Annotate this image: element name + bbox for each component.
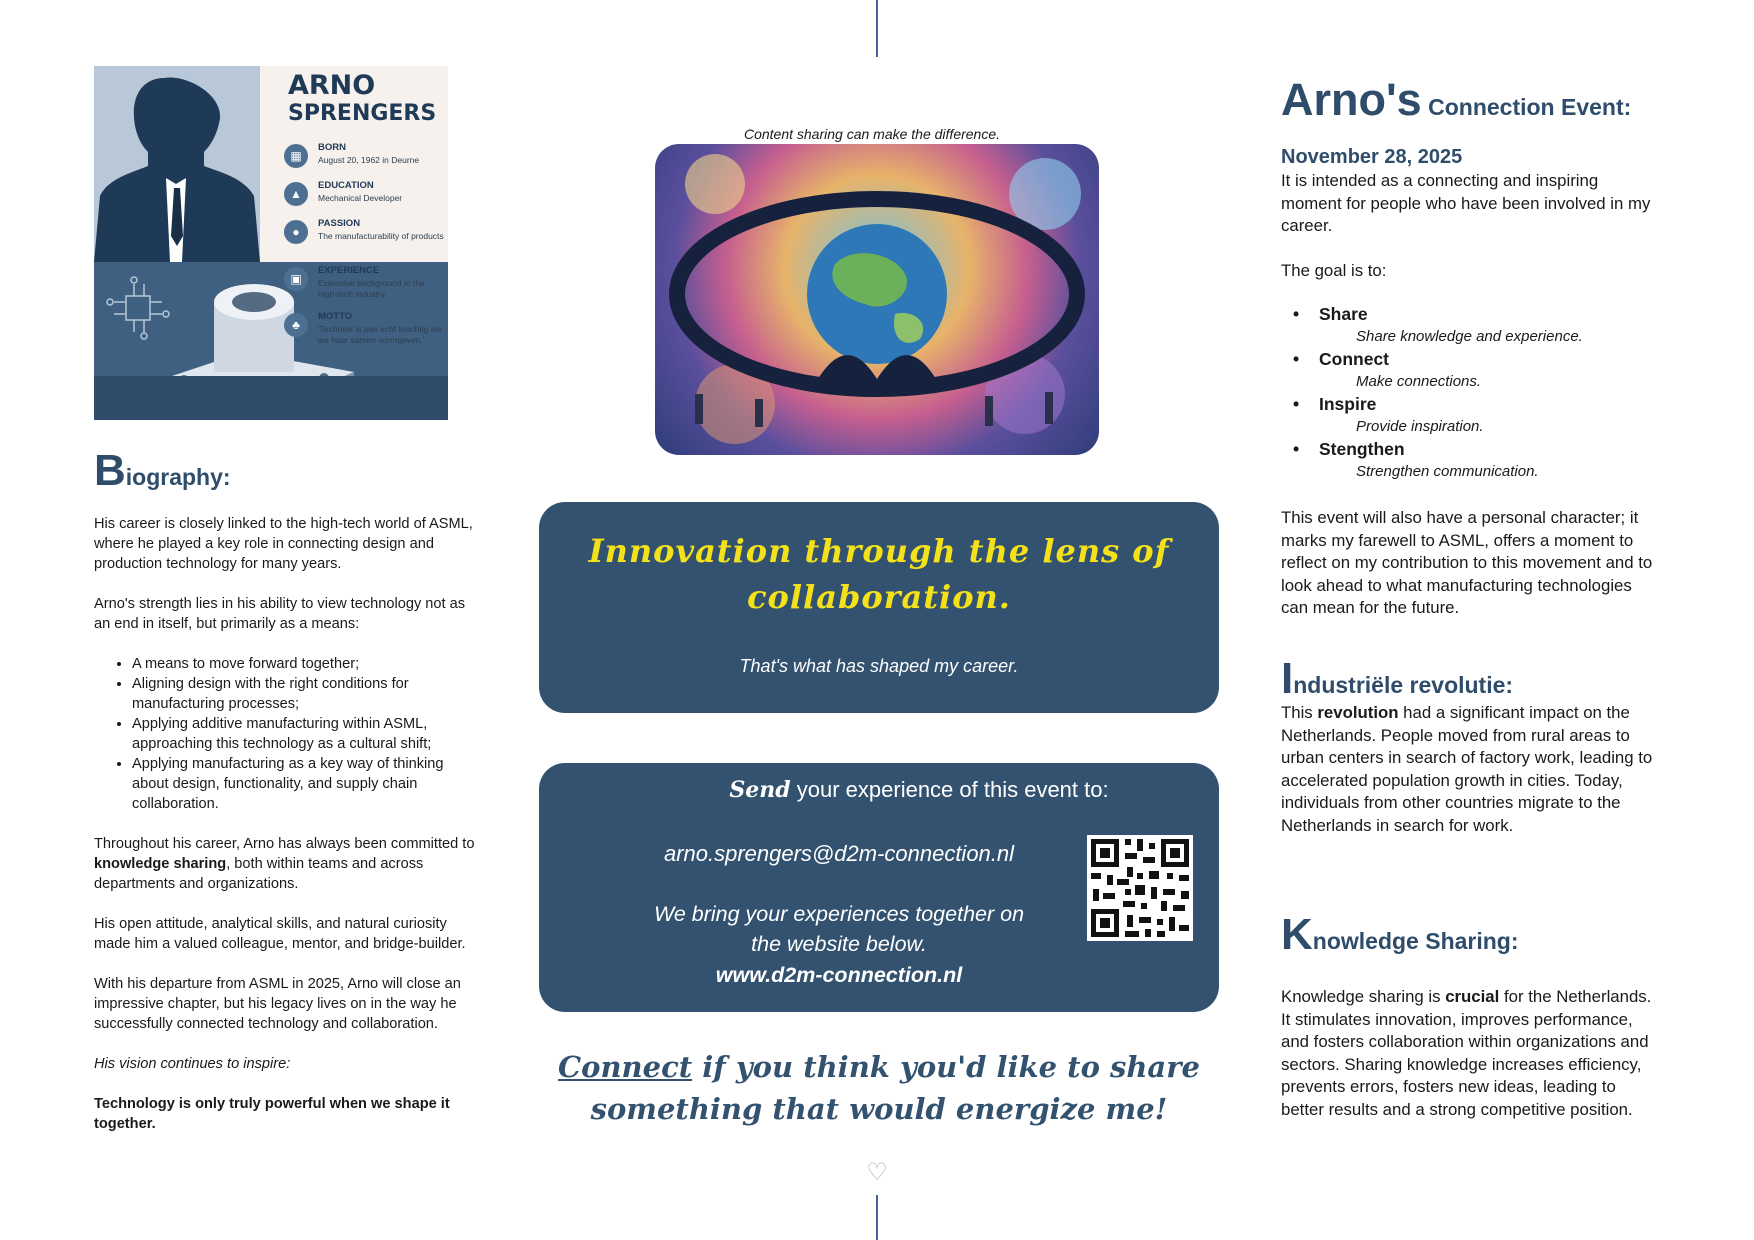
- bio-paragraph-1: His career is closely linked to the high-tech world of ASML, where he played a key role in connecting design and production technology for many years.: [94, 516, 473, 572]
- fold-line-bottom: [876, 1195, 878, 1240]
- revolution-heading: Industriële revolutie:: [1281, 654, 1514, 703]
- event-intro: [1281, 170, 1661, 305]
- website-intro: We bring your experiences together on the website below.: [653, 902, 1025, 956]
- event-date: November 28, 2025: [1281, 146, 1463, 168]
- event-title: Arno's Connection Event:: [1281, 74, 1632, 125]
- biography-text: [94, 514, 476, 1154]
- profile-name: ARNO SPRENGERS: [288, 70, 437, 126]
- fact-education: ▲ EDUCATION Mechanical Developer: [284, 180, 444, 220]
- innovation-title: Innovation through the lens of collaboration.: [588, 532, 1170, 616]
- knowledge-text: Knowledge sharing is crucial for the Netherlands. It stimulates innovation, improves performance, and fosters collaboration within organizations and sectors. Sharing knowledge increases efficiency, prevents errors, fosters new ideas, leading to better results and a strong competitive position.: [1281, 987, 1652, 1119]
- fold-line-top: [876, 0, 878, 57]
- graduation-cap-icon: ▲: [284, 182, 308, 206]
- bio-paragraph-4: His open attitude, analytical skills, and natural curiosity made him a valued colleague, mentor, and bridge-builder.: [94, 916, 466, 952]
- bio-bullet-list: [94, 654, 476, 814]
- bio-paragraph-6: His vision continues to inspire:: [94, 1056, 291, 1072]
- email-link[interactable]: arno.sprengers@d2m-connection.nl: [663, 841, 1015, 866]
- card-footer-band: [94, 376, 448, 420]
- list-item: • Connect Make connections.: [1281, 348, 1661, 393]
- people-icon: ♣: [284, 313, 308, 337]
- goal-intro: The goal is to:: [1281, 261, 1387, 280]
- send-experience-panel: [539, 763, 1219, 1012]
- innovation-subtitle: That's what has shaped my career.: [739, 656, 1019, 676]
- fact-passion: ● PASSION The manufacturability of products: [284, 218, 444, 258]
- list-item: • Applying manufacturing as a key way of thinking about design, functionality, and supply chain collaboration.: [132, 754, 476, 814]
- chip-icon: ▣: [284, 267, 308, 291]
- list-item: • Aligning design with the right conditions for manufacturing processes;: [132, 674, 476, 714]
- send-heading: Send your experience of this event to:: [729, 777, 1109, 803]
- list-item: • Share Share knowledge and experience.: [1281, 303, 1661, 348]
- profile-card: [94, 66, 448, 420]
- fact-born: ▦ BORN August 20, 1962 in Deurne: [284, 142, 444, 182]
- collaboration-artwork: [655, 144, 1099, 455]
- vr-goggles-icon: [655, 144, 1099, 455]
- connect-call-to-action: Connect if you think you'd like to share something that would energize me!: [558, 1050, 1200, 1126]
- website-link[interactable]: www.d2m-connection.nl: [715, 963, 963, 987]
- goal-list: [1281, 303, 1661, 483]
- biography-heading: Biography:: [94, 446, 231, 495]
- calendar-icon: ▦: [284, 144, 308, 168]
- list-item: • Stengthen Strengthen communication.: [1281, 438, 1661, 483]
- qr-code-icon[interactable]: [1087, 835, 1193, 941]
- bio-paragraph-2: Arno's strength lies in his ability to view technology not as an end in itself, but primarily as a means:: [94, 596, 466, 632]
- fact-motto: ♣ MOTTO 'Techniek is pas echt krachtig als we haar samen vormgeven.': [284, 311, 444, 371]
- person-silhouette-icon: [94, 66, 260, 262]
- bio-vision-quote: Technology is only truly powerful when we shape it together.: [94, 1096, 450, 1132]
- list-item: • A means to move forward together;: [132, 654, 476, 674]
- list-item: • Inspire Provide inspiration.: [1281, 393, 1661, 438]
- art-caption: Content sharing can make the difference.: [743, 126, 1001, 142]
- event-intro-text: It is intended as a connecting and inspiring moment for people who have been involved in my career.: [1281, 171, 1651, 235]
- fact-experience: ▣ EXPERIENCE Extensive background in the high-tech industry: [284, 265, 444, 305]
- revolution-text: This revolution had a significant impact on the Netherlands. People moved from rural areas to urban centers in search of factory work, leading to accelerated population growth in cities. Today, individuals from other countries migrate to the Netherlands in search for work.: [1281, 703, 1653, 835]
- bio-paragraph-3: Throughout his career, Arno has always been committed to knowledge sharing, both within teams and across departments and organizations.: [94, 836, 475, 892]
- innovation-banner: [539, 502, 1219, 713]
- event-personal: This event will also have a personal character; it marks my farewell to ASML, offers a moment to reflect on my contribution to this movement and to look ahead to what manufacturing technologies can mean for the future.: [1281, 508, 1653, 617]
- bio-paragraph-5: With his departure from ASML in 2025, Arno will close an impressive chapter, but his legacy lives on in the way he successfully connected technology and collaboration.: [94, 976, 461, 1032]
- list-item: • Applying additive manufacturing within ASML, approaching this technology as a cultural shift;: [132, 714, 476, 754]
- heart-icon: ♡: [866, 1159, 888, 1186]
- knowledge-heading: Knowledge Sharing:: [1281, 910, 1519, 959]
- lightbulb-icon: ●: [284, 220, 308, 244]
